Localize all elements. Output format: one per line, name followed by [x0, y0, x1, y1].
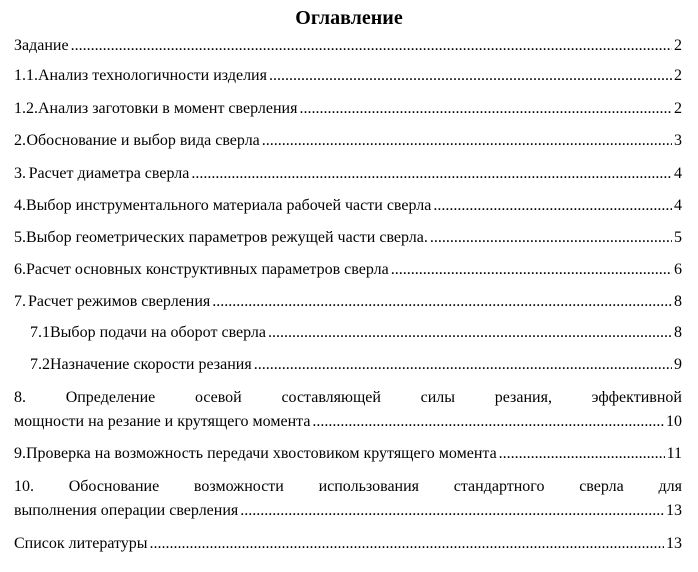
toc-entry-page: 10: [666, 413, 682, 430]
toc-entry-references[interactable]: [14, 534, 682, 554]
toc-entry-3[interactable]: [14, 164, 682, 184]
dot-leader: [499, 444, 665, 464]
toc-entry-word: резания,: [494, 389, 552, 406]
dot-leader: [191, 164, 672, 184]
toc-entry-label: Назначение скорости резания: [50, 356, 252, 373]
toc-entry-label: Список литературы: [14, 535, 148, 552]
toc-entry-label: мощности на резание и крутящего момента: [14, 413, 311, 430]
toc-entry-page: 13: [666, 535, 682, 552]
dot-leader: [430, 228, 672, 248]
toc-entry-number: 8.: [14, 389, 26, 406]
toc-entry-10-line2[interactable]: [14, 501, 682, 521]
toc-entry-5[interactable]: [14, 228, 682, 248]
toc-title: Оглавление: [295, 7, 403, 29]
toc-entry-word: силы: [420, 389, 456, 406]
toc-entry-label: Выбор подачи на оборот сверла: [50, 324, 266, 341]
toc-entry-6[interactable]: [14, 260, 682, 280]
dot-leader: [312, 412, 664, 432]
toc-entry-label: выполнения операции сверления: [14, 502, 239, 519]
toc-entry-task[interactable]: [14, 36, 682, 56]
toc-entry-label: Расчет диаметра сверла: [28, 165, 190, 182]
dot-leader: [240, 501, 664, 521]
dot-leader: [269, 66, 672, 86]
toc-entry-page: 4: [674, 165, 682, 182]
toc-entry-number: 10.: [14, 478, 34, 495]
toc-entry-label: Выбор геометрических параметров режущей части сверла.: [26, 229, 428, 246]
toc-entry-page: 9: [674, 356, 682, 373]
toc-entry-label: Выбор инструментального материала рабочей части сверла: [26, 197, 432, 214]
toc-entry-number: 1.1.: [14, 67, 38, 84]
toc-entry-page: 4: [674, 197, 682, 214]
toc-entry-number: 7.1: [30, 324, 50, 341]
toc-entry-page: 13: [666, 502, 682, 519]
toc-entry-word: эффективной: [591, 389, 682, 406]
toc-entry-7-2[interactable]: [14, 355, 682, 375]
toc-entry-label: Проверка на возможность передачи хвостовиком крутящего момента: [26, 445, 497, 462]
toc-entry-number: 2.: [14, 132, 26, 149]
toc-entry-word: Определение: [65, 389, 156, 406]
toc-entry-page: 2: [674, 100, 682, 117]
toc-entry-page: 2: [674, 67, 682, 84]
dot-leader: [254, 355, 672, 375]
toc-entry-number: 9.: [14, 445, 26, 462]
toc-entry-word: Обоснование: [68, 478, 160, 495]
dot-leader: [212, 292, 672, 312]
toc-entry-2[interactable]: [14, 131, 682, 151]
dot-leader: [262, 131, 672, 151]
toc-entry-page: 3: [674, 132, 682, 149]
toc-entry-label: Анализ заготовки в момент сверления: [38, 100, 298, 117]
toc-entry-page: 8: [674, 293, 682, 310]
toc-entry-word: для: [658, 478, 682, 495]
toc-entry-1-2[interactable]: [14, 99, 682, 119]
toc-entry-7-1[interactable]: [14, 323, 682, 343]
toc-entry-7[interactable]: [14, 292, 682, 312]
toc-entry-word: осевой: [194, 389, 242, 406]
toc-entry-word: сверла: [579, 478, 624, 495]
toc-entry-label: Анализ технологичности изделия: [38, 67, 267, 84]
toc-entry-word: возможности: [193, 478, 284, 495]
toc-entry-number: 7.: [14, 293, 26, 310]
dot-leader: [433, 196, 672, 216]
toc-entry-9[interactable]: [14, 444, 682, 464]
toc-entry-number: 5.: [14, 229, 26, 246]
toc-entry-number: 3.: [14, 165, 26, 182]
dot-leader: [299, 99, 672, 119]
toc-entry-page: 11: [666, 445, 682, 462]
dot-leader: [391, 260, 672, 280]
dot-leader: [268, 323, 672, 343]
toc-entry-label: Расчет основных конструктивных параметров сверла: [26, 261, 389, 278]
toc-entry-page: 5: [674, 229, 682, 246]
toc-entry-word: составляющей: [281, 389, 381, 406]
toc-entry-8-line1[interactable]: [14, 388, 682, 408]
toc-entry-page: 6: [674, 261, 682, 278]
toc-entry-number: 6.: [14, 261, 26, 278]
dot-leader: [71, 36, 672, 56]
toc-entry-label: Задание: [14, 37, 69, 54]
toc-entry-word: использования: [318, 478, 420, 495]
toc-entry-word: стандартного: [453, 478, 545, 495]
toc-entry-page: 2: [674, 37, 682, 54]
toc-entry-number: 1.2.: [14, 100, 38, 117]
toc-entry-page: 8: [674, 324, 682, 341]
toc-entry-number: 7.2: [30, 356, 50, 373]
toc-entry-1-1[interactable]: [14, 66, 682, 86]
toc-entry-10-line1[interactable]: [14, 477, 682, 497]
toc-entry-4[interactable]: [14, 196, 682, 216]
toc-entry-label: Обоснование и выбор вида сверла: [26, 132, 260, 149]
dot-leader: [150, 534, 664, 554]
toc-entry-8-line2[interactable]: [14, 412, 682, 432]
toc-entry-number: 4.: [14, 197, 26, 214]
toc-entry-label: Расчет режимов сверления: [27, 293, 211, 310]
